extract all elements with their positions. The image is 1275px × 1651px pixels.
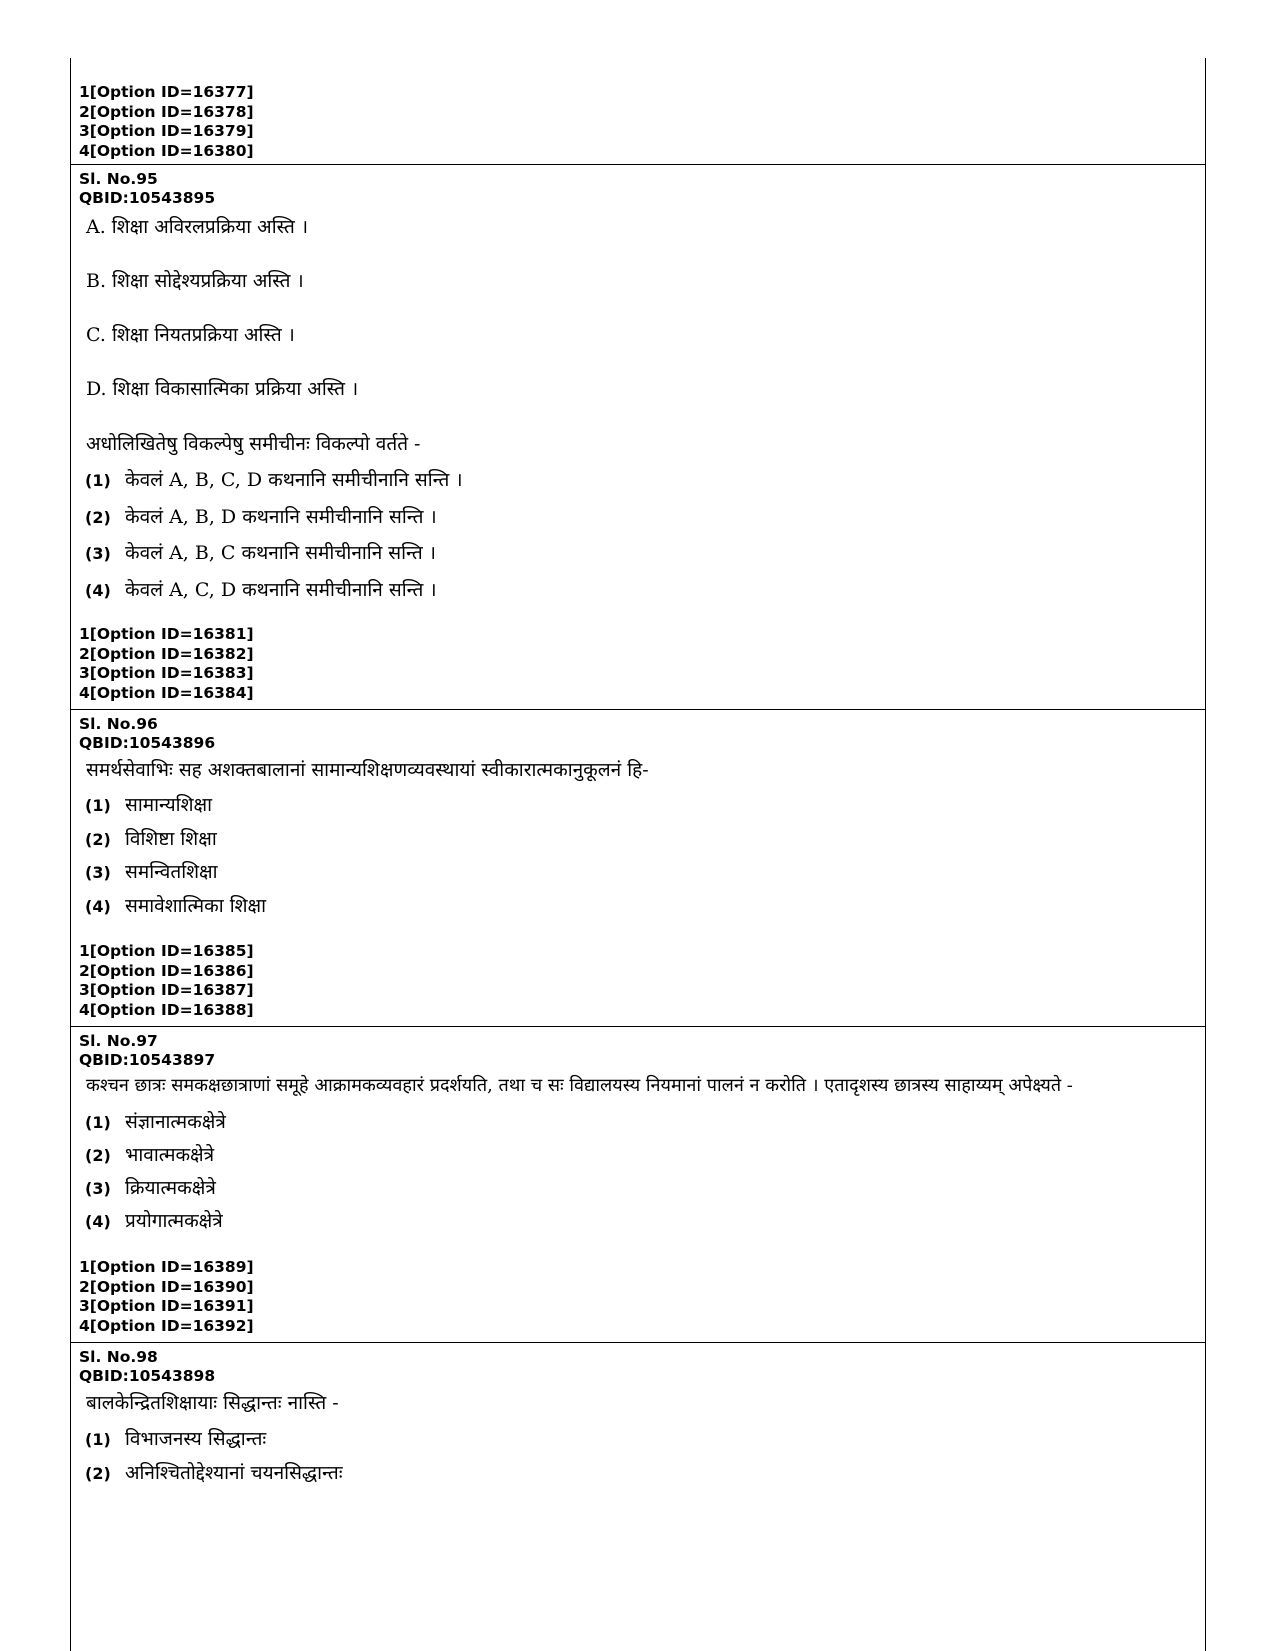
option-id: 4[Option ID=16392] [79,1316,254,1335]
choice-number: (3) [85,544,111,563]
question-text: समर्थसेवाभिः सह अशक्तबालानां सामान्यशिक्षणव्यवस्थायां स्वीकारात्मकानुकूलनं हि- [86,759,649,781]
statement-d: D. शिक्षा विकासात्मिका प्रक्रिया अस्ति । [86,378,359,400]
answer-choice [85,1425,266,1451]
answer-choice [85,858,218,884]
option-id: 3[Option ID=16383] [79,664,254,682]
option-id: 2[Option ID=16390] [79,1277,254,1296]
choice-number: (1) [85,796,111,815]
choice-text: केवलं A, B, C कथनानि समीचीनानि सन्ति । [125,542,436,564]
option-id-list [71,942,254,1020]
question-block-98 [71,1342,1205,1642]
choice-number: (1) [85,1430,111,1449]
choice-text: केवलं A, C, D कथनानि समीचीनानि सन्ति । [125,579,437,601]
choice-text: विभाजनस्य सिद्धान्तः [125,1428,267,1450]
option-id: 4[Option ID=16384] [79,683,254,702]
answer-choice [85,791,212,817]
choice-number: (3) [85,1179,111,1198]
option-id: 2[Option ID=16382] [79,644,254,663]
answer-choice [85,466,463,492]
choice-number: (1) [85,1113,111,1132]
answer-choice [85,503,437,529]
option-id-list [71,625,254,703]
choice-number: (4) [85,897,111,916]
answer-choice [85,825,217,851]
choice-text: सामान्यशिक्षा [125,794,213,816]
answer-choice [85,1459,343,1485]
option-id-list [71,1258,254,1336]
serial-number: Sl. No.97 [79,1032,158,1050]
option-id: 1[Option ID=16389] [79,1258,254,1276]
question-block-95 [71,164,1205,709]
choice-text: भावात्मकक्षेत्रे [125,1144,215,1166]
choice-number: (2) [85,508,111,527]
option-id: 1[Option ID=16385] [79,942,254,960]
choice-number: (2) [85,1464,111,1483]
choice-number: (2) [85,830,111,849]
question-text: कश्चन छात्रः समकक्षछात्राणां समूहे आक्रामकव्यवहारं प्रदर्शयति, तथा च सः विद्यालयस्य नियमानां पालनं न करोति । एतादृशस्य छात्रस्य साहाय्यम् अपेक्ष्यते - [86,1075,1073,1096]
question-text: अधोलिखितेषु विकल्पेषु समीचीनः विकल्पो वर्तते - [86,433,421,455]
qbid: QBID:10543897 [79,1051,216,1069]
qbid: QBID:10543898 [79,1367,216,1385]
choice-text: अनिश्चितोद्देश्यानां चयनसिद्धान्तः [125,1462,343,1484]
statement-c: C. शिक्षा नियतप्रक्रिया अस्ति । [86,324,295,346]
option-id: 4[Option ID=16388] [79,1000,254,1019]
statement-b: B. शिक्षा सोद्देश्यप्रक्रिया अस्ति । [86,270,304,292]
answer-choice [85,576,437,602]
qbid: QBID:10543895 [79,189,216,207]
answer-choice [85,1174,216,1200]
choice-number: (2) [85,1146,111,1165]
choice-text: केवलं A, B, C, D कथनानि समीचीनानि सन्ति । [125,469,463,491]
qbid: QBID:10543896 [79,734,216,752]
choice-number: (4) [85,581,111,600]
choice-text: समावेशात्मिका शिक्षा [125,895,267,917]
answer-choice [85,1141,214,1167]
statement-a: A. शिक्षा अविरलप्रक्रिया अस्ति । [86,216,309,238]
choice-text: प्रयोगात्मकक्षेत्रे [125,1210,223,1232]
option-id: 3[Option ID=16391] [79,1297,254,1315]
choice-text: क्रियात्मकक्षेत्रे [125,1177,216,1199]
option-id-list [71,83,1205,161]
option-id: 4[Option ID=16380] [79,141,254,160]
answer-choice [85,892,266,918]
choice-text: संज्ञानात्मकक्षेत्रे [125,1111,226,1133]
choice-number: (3) [85,863,111,882]
question-paper-frame [70,58,1206,1651]
option-id: 2[Option ID=16378] [79,102,254,121]
choice-text: विशिष्टा शिक्षा [125,828,217,850]
question-text: बालकेन्द्रितशिक्षायाः सिद्धान्तः नास्ति - [86,1392,339,1414]
answer-choice [85,539,436,565]
option-id: 1[Option ID=16381] [79,625,254,643]
answer-choice [85,1108,226,1134]
choice-text: समन्वितशिक्षा [125,861,218,883]
serial-number: Sl. No.95 [79,170,158,188]
question-block-96 [71,709,1205,1026]
question-block-97 [71,1026,1205,1342]
option-id: 3[Option ID=16379] [79,122,254,140]
choice-number: (1) [85,471,111,490]
option-id: 2[Option ID=16386] [79,961,254,980]
serial-number: Sl. No.96 [79,715,158,733]
choice-text: केवलं A, B, D कथनानि समीचीनानि सन्ति । [125,506,437,528]
option-id: 3[Option ID=16387] [79,981,254,999]
choice-number: (4) [85,1212,111,1231]
serial-number: Sl. No.98 [79,1348,158,1366]
answer-choice [85,1207,223,1233]
option-id: 1[Option ID=16377] [79,83,254,101]
